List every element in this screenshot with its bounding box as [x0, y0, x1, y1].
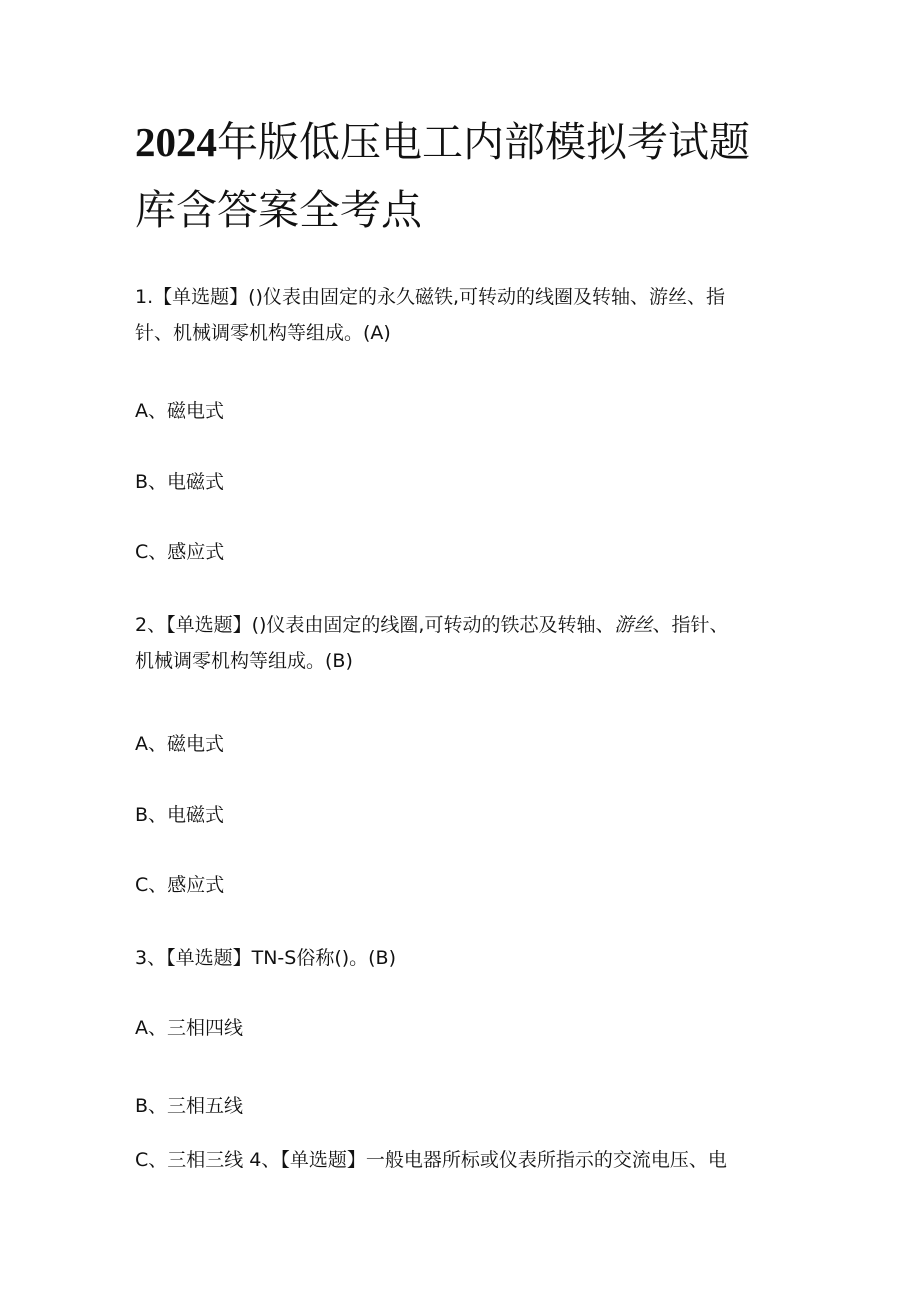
question-3-option-b: B、三相五线	[135, 1095, 244, 1117]
question-1-option-a: A、磁电式	[135, 400, 224, 422]
question-2-stem	[135, 607, 785, 679]
title-line1-rest: 年版低压电工内部模拟考试题	[217, 118, 750, 166]
question-3-line1: 3、【单选题】TN-S俗称()。(B)	[135, 947, 397, 969]
question-1-stem	[135, 279, 785, 351]
question-2-option-c: C、感应式	[135, 874, 225, 896]
document-title	[135, 108, 795, 244]
title-line2: 库含答案全考点	[135, 186, 422, 234]
question-1-line2: 针、机械调零机构等组成。(A)	[135, 322, 391, 344]
question-1-option-b: B、电磁式	[135, 471, 225, 493]
question-2-line1-italic: 游丝	[614, 614, 653, 636]
question-1-option-c: C、感应式	[135, 541, 225, 563]
title-year: 2024	[135, 119, 217, 165]
question-2-line1-part-a: 2、【单选题】()仪表由固定的线圈,可转动的铁芯及转轴、	[135, 614, 615, 636]
question-2-option-a: A、磁电式	[135, 733, 224, 755]
question-3-option-c: C、三相三线 4、【单选题】一般电器所标或仪表所指示的交流电压、电	[135, 1149, 727, 1171]
question-2-line2: 机械调零机构等组成。(B)	[135, 650, 353, 672]
question-2-line1	[135, 607, 785, 643]
question-3-stem	[135, 940, 785, 976]
question-2-option-b: B、电磁式	[135, 804, 225, 826]
question-3-option-a: A、三相四线	[135, 1017, 243, 1039]
question-2-line1-part-b: 、指针、	[652, 614, 729, 636]
question-1-line1: 1.【单选题】()仪表由固定的永久磁铁,可转动的线圈及转轴、游丝、指	[135, 286, 725, 308]
